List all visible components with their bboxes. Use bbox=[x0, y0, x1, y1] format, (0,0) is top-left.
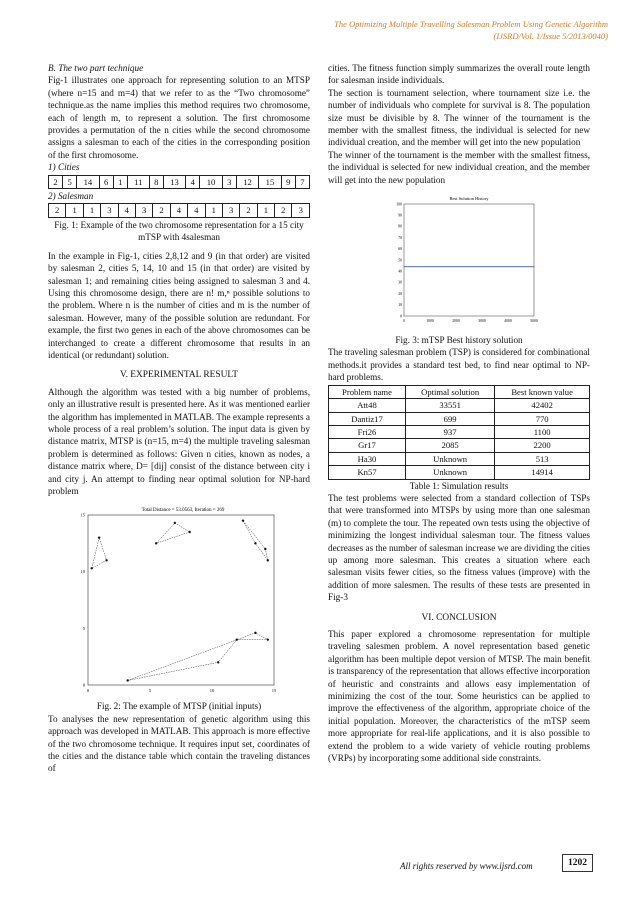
right-column bbox=[328, 62, 590, 764]
x-tick-label: 5 bbox=[148, 688, 152, 694]
x-tick-label: 1000 bbox=[426, 319, 434, 324]
y-tick-label: 20 bbox=[398, 291, 402, 296]
y-tick-label: 70 bbox=[398, 235, 402, 240]
mtsp-route-figure bbox=[48, 501, 310, 696]
table-header: Problem name bbox=[329, 385, 406, 398]
gene-cell: 2 bbox=[49, 204, 66, 217]
route-line bbox=[156, 523, 189, 543]
gene-cell: 3 bbox=[222, 175, 236, 188]
y-tick-label: 40 bbox=[398, 269, 402, 274]
gene-cell: 3 bbox=[101, 204, 118, 217]
city-point bbox=[98, 537, 100, 539]
y-tick-label: 15 bbox=[80, 512, 85, 518]
table-cell: 2200 bbox=[495, 439, 590, 452]
gene-cell: 1 bbox=[83, 204, 100, 217]
city-point bbox=[105, 560, 107, 562]
city-point bbox=[155, 543, 157, 545]
table-cell: Att48 bbox=[329, 399, 406, 412]
city-point bbox=[174, 522, 176, 524]
figure-caption: Fig. 1: Example of the two chromosome representation for a 15 city mTSP with 4salesman bbox=[54, 219, 304, 243]
table-row bbox=[329, 399, 590, 412]
city-point bbox=[242, 520, 244, 522]
gene-cell: 3 bbox=[292, 204, 310, 217]
city-point bbox=[217, 662, 219, 664]
section-heading: VI. CONCLUSION bbox=[421, 612, 497, 623]
list-label-cities: 1) Cities bbox=[48, 162, 80, 173]
subsection-title: B. The two part technique bbox=[48, 63, 144, 73]
table-cell: 513 bbox=[495, 452, 590, 465]
y-tick-label: 0 bbox=[400, 314, 402, 319]
figure-title: Total Distance = 53.0563, Iteration = 269 bbox=[141, 508, 225, 514]
city-point bbox=[91, 567, 93, 569]
y-tick-label: 80 bbox=[398, 224, 402, 229]
city-point bbox=[254, 632, 256, 634]
table-cell: 14914 bbox=[495, 466, 590, 479]
gene-cell: 11 bbox=[127, 175, 149, 188]
table-cell: 1100 bbox=[495, 425, 590, 438]
gene-cell: 15 bbox=[259, 175, 281, 188]
x-tick-label: 0 bbox=[403, 319, 405, 324]
left-column bbox=[48, 62, 310, 775]
table-row bbox=[329, 439, 590, 452]
figure-caption: Fig. 3: mTSP Best history solution bbox=[395, 335, 523, 346]
y-tick-label: 30 bbox=[398, 280, 402, 285]
gene-cell: 1 bbox=[66, 204, 83, 217]
city-point bbox=[236, 639, 238, 641]
paragraph: Although the algorithm was tested with a big number of problems, only an illustrative result is presented here. As it was mentioned earlier the algorithm has implemented in MATLAB. The example represents a whole process of a real problem’s solution. The input data is given by distance matrix, MTSP is (n=15, m=4) the multiple traveling salesman problem is determined as follows: Given n cities, known as nodes, a distance matrix where, D= [dij] consist of the distance between city i and city j. An attempt to finding near optimal solution for NP-hard problem bbox=[48, 386, 310, 496]
y-tick-label: 60 bbox=[398, 247, 402, 252]
footer-text: All rights reserved by www.ijsrd.com bbox=[400, 861, 533, 871]
running-header bbox=[248, 18, 608, 42]
x-tick-label: 10 bbox=[209, 688, 215, 694]
table-cell: 42402 bbox=[495, 399, 590, 412]
table-caption: Table 1: Simulation results bbox=[409, 480, 509, 491]
gene-cell: 3 bbox=[222, 204, 239, 217]
x-tick-label: 5000 bbox=[530, 319, 538, 324]
gene-cell: 7 bbox=[295, 175, 309, 188]
paragraph: The winner of the tournament is the member with the smallest fitness, the individual is selected for new individual creation, and the member will get into the new population bbox=[328, 149, 590, 185]
y-tick-label: 10 bbox=[398, 303, 402, 308]
simulation-results-table bbox=[328, 385, 590, 480]
route-line bbox=[128, 633, 268, 681]
gene-cell: 14 bbox=[77, 175, 99, 188]
gene-cell: 4 bbox=[188, 204, 205, 217]
city-point bbox=[254, 543, 256, 545]
table-header: Best known value bbox=[495, 385, 590, 398]
figure-title: Best Solution History bbox=[449, 196, 489, 202]
cities-chromosome-table bbox=[48, 175, 310, 189]
section-heading: V. EXPERIMENTAL RESULT bbox=[120, 370, 238, 381]
gene-cell: 13 bbox=[163, 175, 185, 188]
plot-frame bbox=[404, 204, 534, 316]
table-row bbox=[329, 466, 590, 479]
y-tick-label: 90 bbox=[398, 213, 402, 218]
gene-cell: 2 bbox=[275, 204, 292, 217]
gene-cell: 4 bbox=[170, 204, 187, 217]
table-cell: Fri26 bbox=[329, 425, 406, 438]
paragraph: cities. The fitness function simply summarizes the overall route length for salesman inside individuals. bbox=[328, 63, 590, 86]
city-point bbox=[267, 639, 269, 641]
table-cell: 770 bbox=[495, 412, 590, 425]
gene-cell: 10 bbox=[200, 175, 222, 188]
x-tick-label: 2000 bbox=[452, 319, 460, 324]
x-tick-label: 4000 bbox=[504, 319, 512, 324]
table-row bbox=[329, 412, 590, 425]
paragraph: In the example in Fig-1, cities 2,8,12 and 9 (in that order) are visited by salesman 2, cities 5, 14, 10 and 15 (in that order) are visited by salesman 1; and remaining cities being assigned to salesman 3 and 4. Using this chromosome design, there are n! m,ⁿ possible solutions to the problem. Where n is the number of cities and m is the number of salesman. However, many of the possible solution are redundant. For example, the first two genes in each of the above chromosomes can be interchanged to create a different chromosome that results in an identical (or redundant) solution. bbox=[48, 250, 310, 360]
table-cell: Kn57 bbox=[329, 466, 406, 479]
gene-cell: 4 bbox=[118, 204, 135, 217]
best-history-figure bbox=[374, 192, 544, 332]
gene-cell: 9 bbox=[281, 175, 295, 188]
gene-cell: 2 bbox=[49, 175, 63, 188]
gene-cell: 2 bbox=[240, 204, 257, 217]
y-tick-label: 100 bbox=[396, 202, 402, 207]
gene-cell: 4 bbox=[186, 175, 200, 188]
city-point bbox=[126, 680, 128, 682]
city-point bbox=[267, 560, 269, 562]
gene-cell: 3 bbox=[135, 204, 152, 217]
paragraph: To analyses the new representation of genetic algorithm using this approach was developed in MATLAB. This approach is more effective of the two chromosome technique. It requires input set, coordinates of the cities and the distance table which contain the traveling distances of bbox=[48, 713, 310, 774]
table-row bbox=[329, 452, 590, 465]
city-point bbox=[188, 531, 190, 533]
header-ref: (IJSRD/Vol. 1/Issue 5/2013/0040) bbox=[493, 31, 608, 41]
table-cell: Ha30 bbox=[329, 452, 406, 465]
route-line bbox=[92, 538, 107, 569]
x-tick-label: 0 bbox=[86, 688, 90, 694]
gene-cell: 8 bbox=[149, 175, 163, 188]
gene-cell: 1 bbox=[205, 204, 222, 217]
route-line bbox=[243, 521, 268, 561]
x-tick-label: 3000 bbox=[478, 319, 486, 324]
paragraph: This paper explored a chromosome representation for multiple traveling salesmen problem. A novel representation based genetic algorithm has been multiple depot version of MTSP. The main benefit is transparency of the representation that allows effective incorporation of heuristic and constraints and allows easy implementation of minimizing the cost of the tour. Some heuristics can be applied to improve the effectiveness of the algorithm, appropriate choice of the initial population. Moreover, the characteristics of the mTSP seem more appropriate for real-life applications, and it is also possible to extend the problem to a wide variety of vehicle routing problems (VRPs) by incorporating some additional side constraints. bbox=[328, 629, 590, 764]
paragraph: The section is tournament selection, where tournament size i.e. the number of individuals who complete for survival is 8. The population size must be divisible by 8. The winner of the tournament is the member with the smallest fitness, the individual is selected for new individual creation, and the member will get into the new population bbox=[328, 87, 590, 148]
paragraph: Fig-1 illustrates one approach for representing solution to an MTSP (where n=15 and m=4) that we refer to as the “Two chromosome” technique.as the name implies this method requires two chromosome, each of length m, to represent a solution. The first chromosome provides a permutation of the n cities while the second chromosome assigns a salesman to each of the cities in the corresponding position of the first chromosome. bbox=[48, 75, 310, 160]
table-cell: 2085 bbox=[405, 439, 494, 452]
salesman-chromosome-table bbox=[48, 203, 310, 217]
page-number: 1202 bbox=[562, 854, 593, 872]
table-cell: Dantiz17 bbox=[329, 412, 406, 425]
table-cell: 33551 bbox=[405, 399, 494, 412]
paragraph: The test problems were selected from a standard collection of TSPs that were transformed into MTSPs by using more than one salesman (m) to complete the tour. The repeated own tests using the objective of minimizing the longest individual salesman tour. The fitness values decreases as the number of salesman increase we are dividing the cities up among more salesman. This creates a situation where each salesman visits fewer cities, so the fitness values (improve) with the addition of more salesmen. The results of these tests are presented in Fig-3 bbox=[328, 492, 590, 603]
y-tick-label: 10 bbox=[80, 569, 85, 575]
gene-cell: 1 bbox=[113, 175, 127, 188]
paragraph: The traveling salesman problem (TSP) is considered for combinational methods.it provides a standard test bed, to find near optimal to NP-hard problems. bbox=[328, 347, 590, 383]
gene-cell: 6 bbox=[99, 175, 113, 188]
plot-frame bbox=[88, 515, 274, 685]
gene-cell: 12 bbox=[236, 175, 258, 188]
gene-cell: 2 bbox=[153, 204, 170, 217]
y-tick-label: 0 bbox=[82, 682, 85, 688]
table-cell: Unknown bbox=[405, 466, 494, 479]
figure-caption: Fig. 2: The example of MTSP (initial inputs) bbox=[96, 701, 262, 712]
list-label-salesman: 2) Salesman bbox=[48, 191, 94, 202]
table-cell: Unknown bbox=[405, 452, 494, 465]
y-tick-label: 50 bbox=[398, 258, 402, 263]
city-point bbox=[264, 548, 266, 550]
x-tick-label: 15 bbox=[271, 688, 277, 694]
table-header: Optimal solution bbox=[405, 385, 494, 398]
gene-cell: 5 bbox=[63, 175, 77, 188]
header-title: The Optimizing Multiple Travelling Salesman Problem Using Genetic Algorithm bbox=[334, 19, 608, 29]
table-row bbox=[329, 425, 590, 438]
table-cell: 699 bbox=[405, 412, 494, 425]
table-cell: 937 bbox=[405, 425, 494, 438]
y-tick-label: 5 bbox=[82, 626, 85, 632]
gene-cell: 1 bbox=[257, 204, 274, 217]
table-cell: Gr17 bbox=[329, 439, 406, 452]
